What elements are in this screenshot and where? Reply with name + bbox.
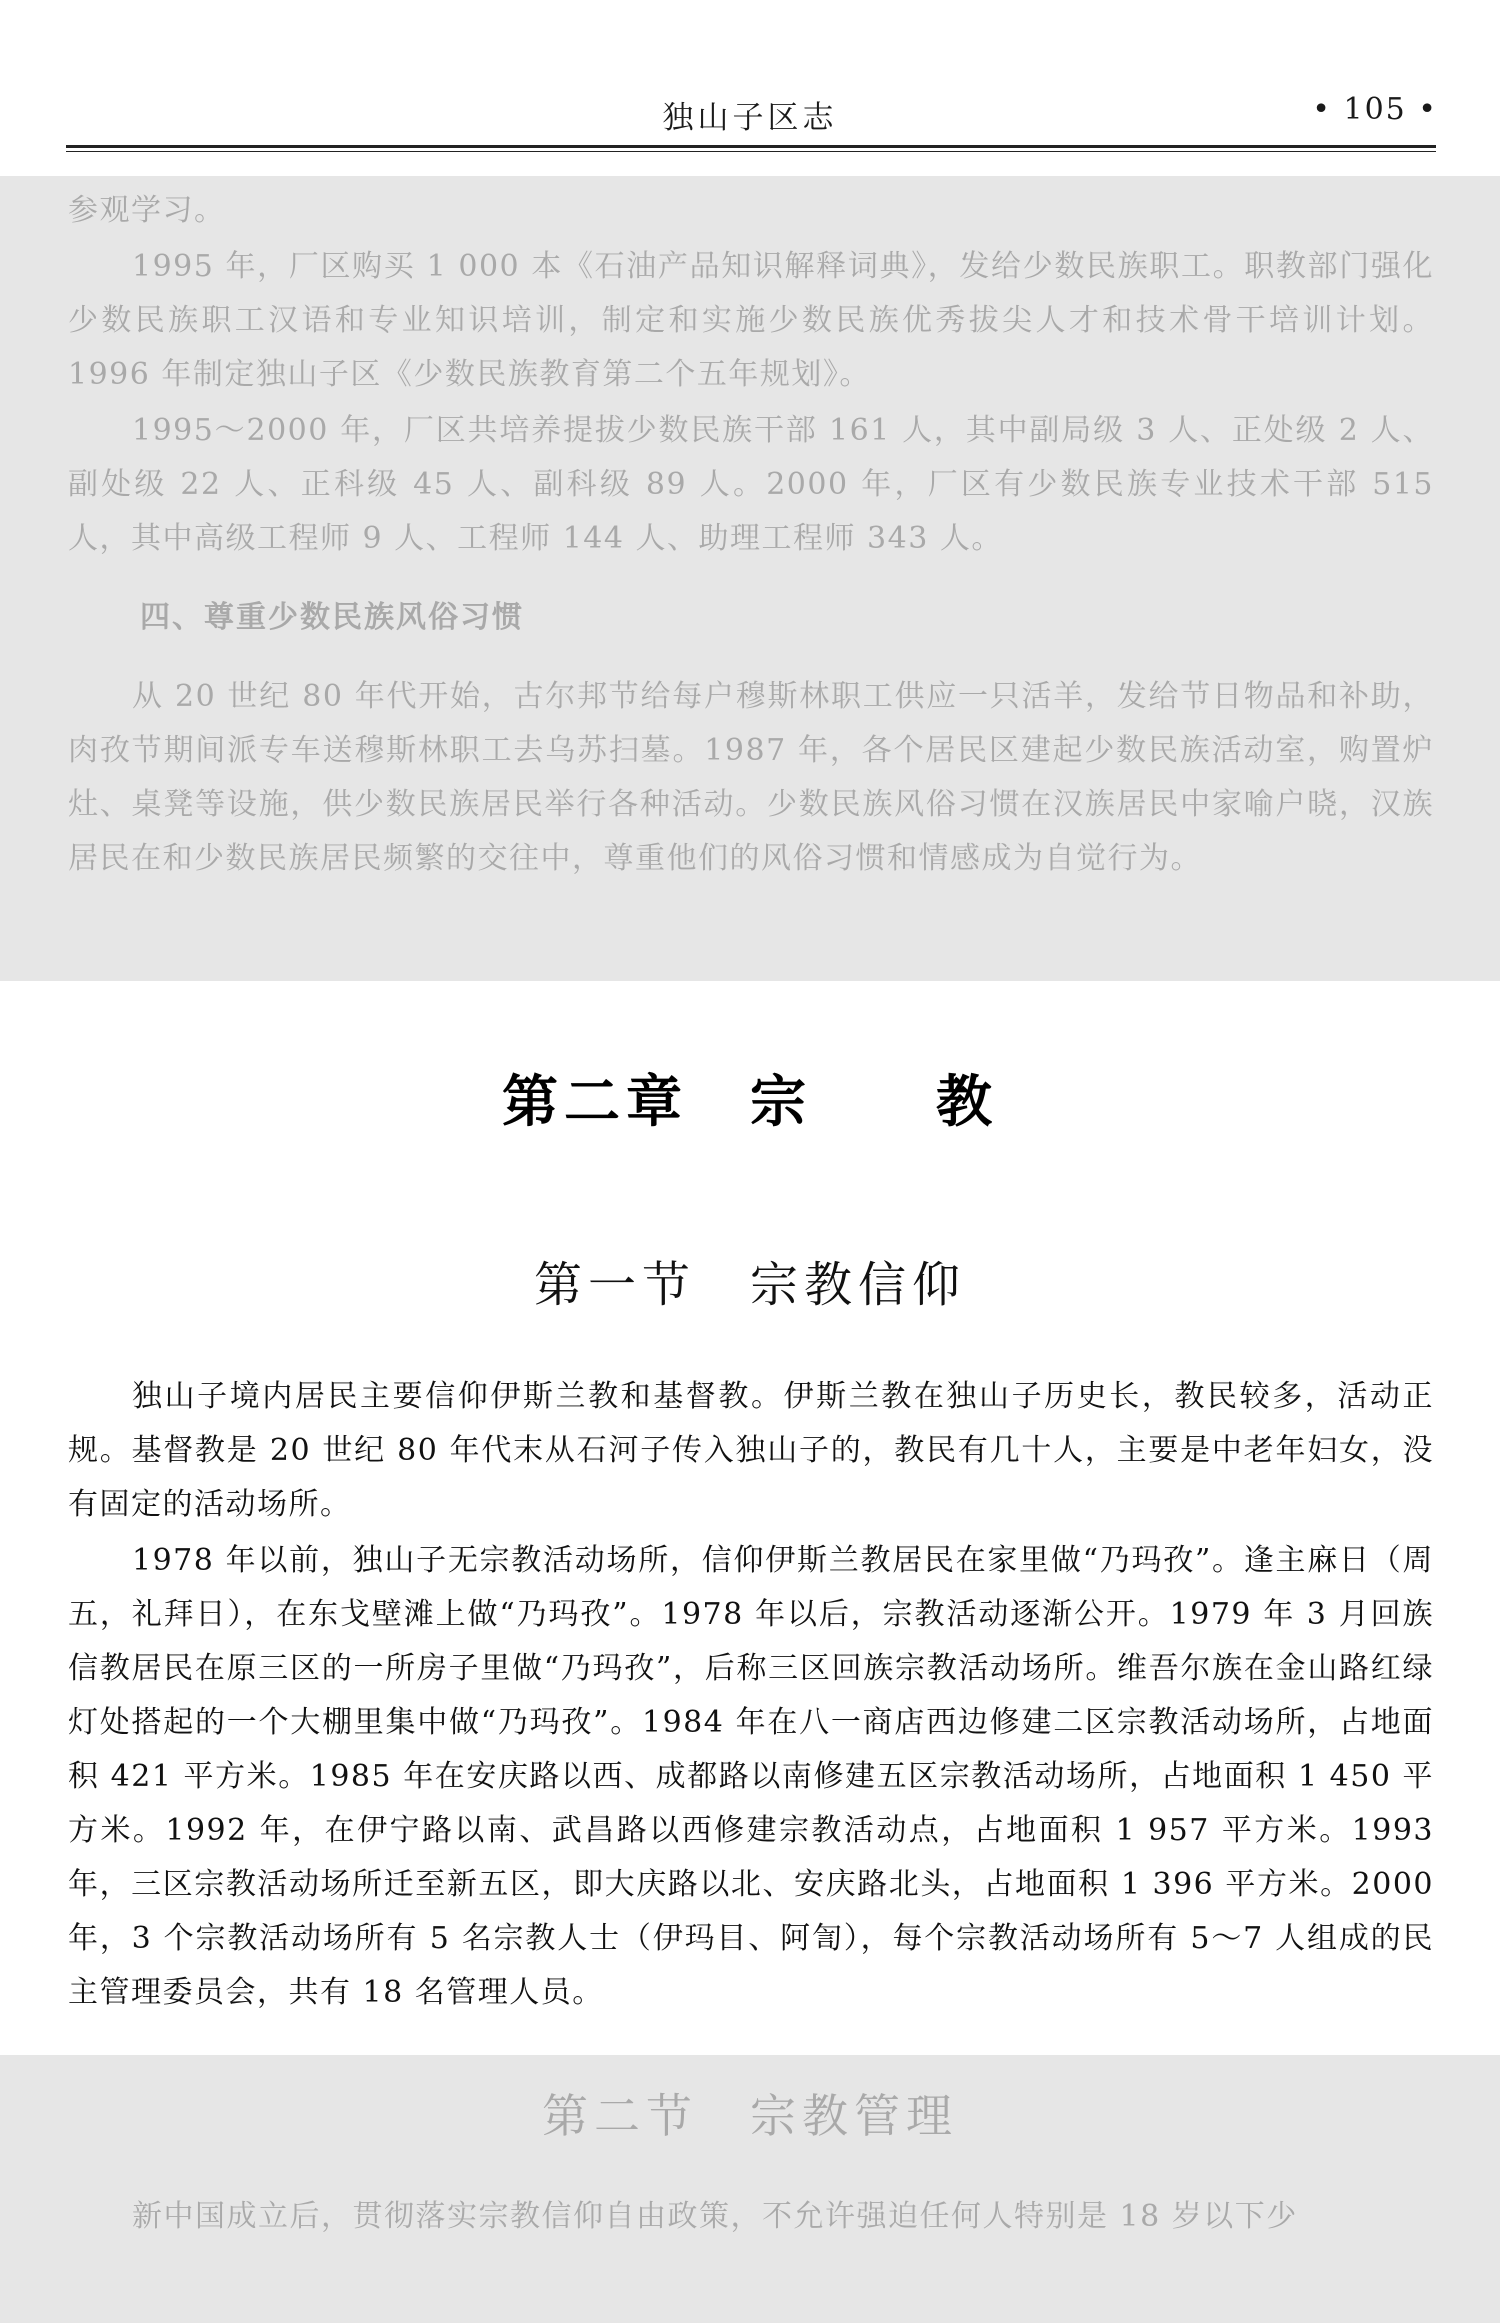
header-rule-thin <box>66 151 1436 152</box>
section2-title: 第二节 宗教管理 <box>542 2089 958 2143</box>
paragraph: 1995～2000 年，厂区共培养提拔少数民族干部 161 人，其中副局级 3 人、正处级 2 人、副处级 22 人、正科级 45 人、副科级 89 人。2000 年，厂区有少数民族专业技术干部 515 人，其中高级工程师 9 人、工程师 144 人、助理工程师 343 人。 <box>68 413 1434 556</box>
paragraph: 1995 年，厂区购买 1 000 本《石油产品知识解释词典》，发给少数民族职工。职教部门强化少数民族职工汉语和专业知识培训，制定和实施少数民族优秀拔尖人才和技术骨干培训计划。1996 年制定独山子区《少数民族教育第二个五年规划》。 <box>68 249 1434 392</box>
paragraph: 参观学习。 <box>68 193 226 228</box>
subheading-customs: 四、尊重少数民族风俗习惯 <box>140 600 524 635</box>
header-title: 独山子区志 <box>662 100 838 136</box>
page-number: • 105 • <box>1312 92 1438 127</box>
customs-text-block <box>68 670 1434 888</box>
section2-first-line: 新中国成立后，贯彻落实宗教信仰自由政策，不允许强迫任何人特别是 18 岁以下少 <box>132 2199 1298 2234</box>
paragraph: 独山子境内居民主要信仰伊斯兰教和基督教。伊斯兰教在独山子历史长，教民较多，活动正规。基督教是 20 世纪 80 年代末从石河子传入独山子的，教民有几十人，主要是中老年妇女，没有固定的活动场所。 <box>68 1379 1434 1522</box>
header-rule-thick <box>66 145 1436 148</box>
running-header <box>0 0 1500 178</box>
chapter-title: 第二章 宗 教 <box>502 1070 998 1135</box>
section-title: 第一节 宗教信仰 <box>533 1257 966 1313</box>
paragraph: 从 20 世纪 80 年代开始，古尔邦节给每户穆斯林职工供应一只活羊，发给节日物品和补助，肉孜节期间派专车送穆斯林职工去乌苏扫墓。1987 年，各个居民区建起少数民族活动室，购置炉灶、桌凳等设施，供少数民族居民举行各种活动。少数民族风俗习惯在汉族居民中家喻户晓，汉族居民在和少数民族居民频繁的交往中，尊重他们的风俗习惯和情感成为自觉行为。 <box>68 679 1434 876</box>
section1-text-block <box>68 1370 1434 2022</box>
top-text-block <box>68 184 1434 568</box>
paragraph: 1978 年以前，独山子无宗教活动场所，信仰伊斯兰教居民在家里做“乃玛孜”。逢主麻日（周五，礼拜日），在东戈壁滩上做“乃玛孜”。1978 年以后，宗教活动逐渐公开。1979 年 3 月回族信教居民在原三区的一所房子里做“乃玛孜”，后称三区回族宗教活动场所。维吾尔族在金山路红绿灯处搭起的一个大棚里集中做“乃玛孜”。1984 年在八一商店西边修建二区宗教活动场所，占地面积 421 平方米。1985 年在安庆路以西、成都路以南修建五区宗教活动场所，占地面积 1 450 平方米。1992 年，在伊宁路以南、武昌路以西修建宗教活动点，占地面积 1 957 平方米。1993 年，三区宗教活动场所迁至新五区，即大庆路以北、安庆路北头，占地面积 1 396 平方米。2000 年，3 个宗教活动场所有 5 名宗教人士（伊玛目、阿訇），每个宗教活动场所有 5～7 人组成的民主管理委员会，共有 18 名管理人员。 <box>68 1543 1434 2010</box>
